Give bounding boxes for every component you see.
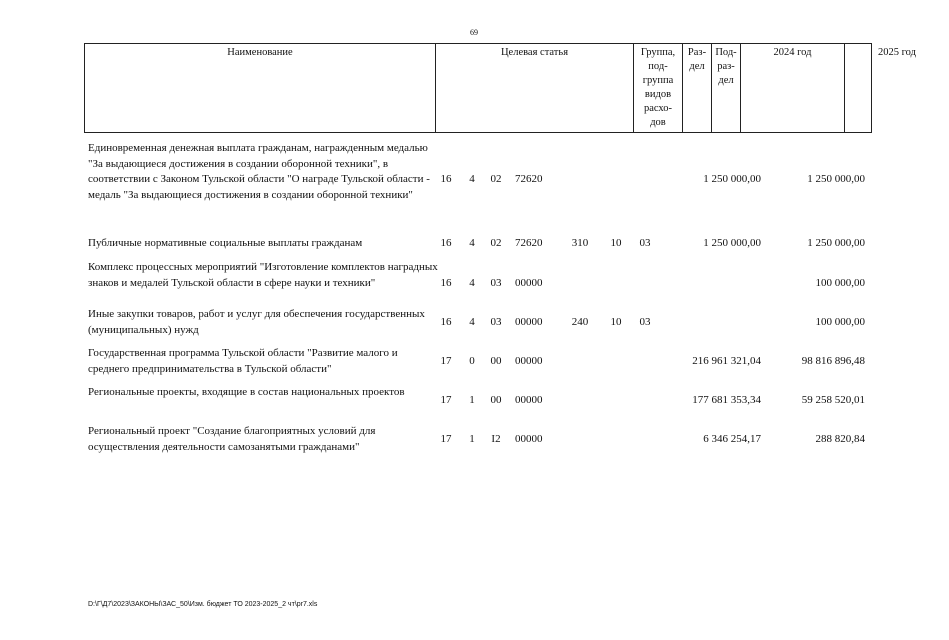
row-code-b: 1: [469, 394, 475, 406]
page-number: 69: [470, 28, 478, 37]
header-2024: 2024 год: [741, 44, 845, 132]
row-name: Публичные нормативные социальные выплаты гражданам: [88, 237, 363, 249]
row-section: 10: [610, 237, 622, 249]
row-code-d: 72620: [515, 237, 543, 249]
row-code-d: 00000: [515, 355, 543, 367]
row-code-c: 02: [490, 237, 502, 249]
header-2025: 2025 год: [878, 47, 916, 58]
row-code-a: 16: [440, 237, 452, 249]
row-code-d: 00000: [515, 316, 543, 328]
row-code-a: 17: [440, 355, 452, 367]
row-code-c: 00: [490, 394, 502, 406]
row-code-c: I2: [491, 433, 501, 445]
row-2024: 1 250 000,00: [703, 173, 761, 185]
row-2025: 100 000,00: [815, 277, 865, 289]
row-code-d: 72620: [515, 173, 543, 185]
row-2024: 216 961 321,04: [692, 355, 761, 367]
row-code-a: 17: [440, 394, 452, 406]
row-name: Региональный проект "Создание благоприятных условий для осуществления деятельности самозанятыми гражданами": [88, 425, 376, 453]
row-2025: 98 816 896,48: [801, 355, 865, 367]
row-2025: 1 250 000,00: [807, 237, 865, 249]
row-code-c: 00: [490, 355, 502, 367]
row-2025: 59 258 520,01: [801, 394, 865, 406]
row-code-c: 03: [490, 277, 502, 289]
row-code-b: 1: [469, 433, 475, 445]
row-group: 310: [571, 237, 589, 249]
row-group: 240: [571, 316, 589, 328]
row-code-b: 4: [469, 316, 475, 328]
header-group: Группа, под- группа видов расхо- дов: [634, 44, 683, 132]
row-name: Единовременная денежная выплата гражданам, награжденным медалью "За выдающиеся достижения в создании оборонной техники", в соответствии с Законом Тульской области "О награде Тульской области - медаль "За выдающиеся достижения в создании оборонной техники": [88, 142, 430, 201]
row-code-c: 03: [490, 316, 502, 328]
header-target-article: Целевая статья: [436, 44, 634, 132]
row-2025: 288 820,84: [815, 433, 865, 445]
table-header: [84, 43, 916, 133]
row-code-d: 00000: [515, 277, 543, 289]
row-2025: 1 250 000,00: [807, 173, 865, 185]
row-name: Иные закупки товаров, работ и услуг для обеспечения государственных (муниципальных) нужд: [88, 308, 425, 336]
row-2024: 6 346 254,17: [703, 433, 761, 445]
row-name: Региональные проекты, входящие в состав национальных проектов: [88, 386, 405, 398]
row-subsection: 03: [639, 237, 651, 249]
row-code-a: 16: [440, 173, 452, 185]
row-code-b: 0: [469, 355, 475, 367]
row-2024: 1 250 000,00: [703, 237, 761, 249]
row-code-a: 17: [440, 433, 452, 445]
row-name: Государственная программа Тульской области "Развитие малого и среднего предпринимательства в Тульской области": [88, 347, 398, 375]
row-code-b: 4: [469, 277, 475, 289]
row-name: Комплекс процессных мероприятий "Изготовление комплектов наградных знаков и медалей Тульской области в сфере науки и техники": [88, 261, 438, 289]
file-path-footer: D:\Г\Д7\2023\ЗАКОНЫ\ЗАС_50\Изм. бюджет ТО 2023-2025_2 чт\pr7.xls: [88, 601, 318, 608]
row-section: 10: [610, 316, 622, 328]
row-code-b: 4: [469, 173, 475, 185]
header-subsection: Под- раз- дел: [712, 44, 741, 132]
row-2024: 177 681 353,34: [692, 394, 761, 406]
header-name: Наименование: [85, 44, 436, 132]
row-code-d: 00000: [515, 394, 543, 406]
row-subsection: 03: [639, 316, 651, 328]
row-2025: 100 000,00: [815, 316, 865, 328]
row-code-a: 16: [440, 277, 452, 289]
row-code-d: 00000: [515, 433, 543, 445]
row-code-c: 02: [490, 173, 502, 185]
row-code-b: 4: [469, 237, 475, 249]
row-code-a: 16: [440, 316, 452, 328]
header-section: Раз- дел: [683, 44, 712, 132]
